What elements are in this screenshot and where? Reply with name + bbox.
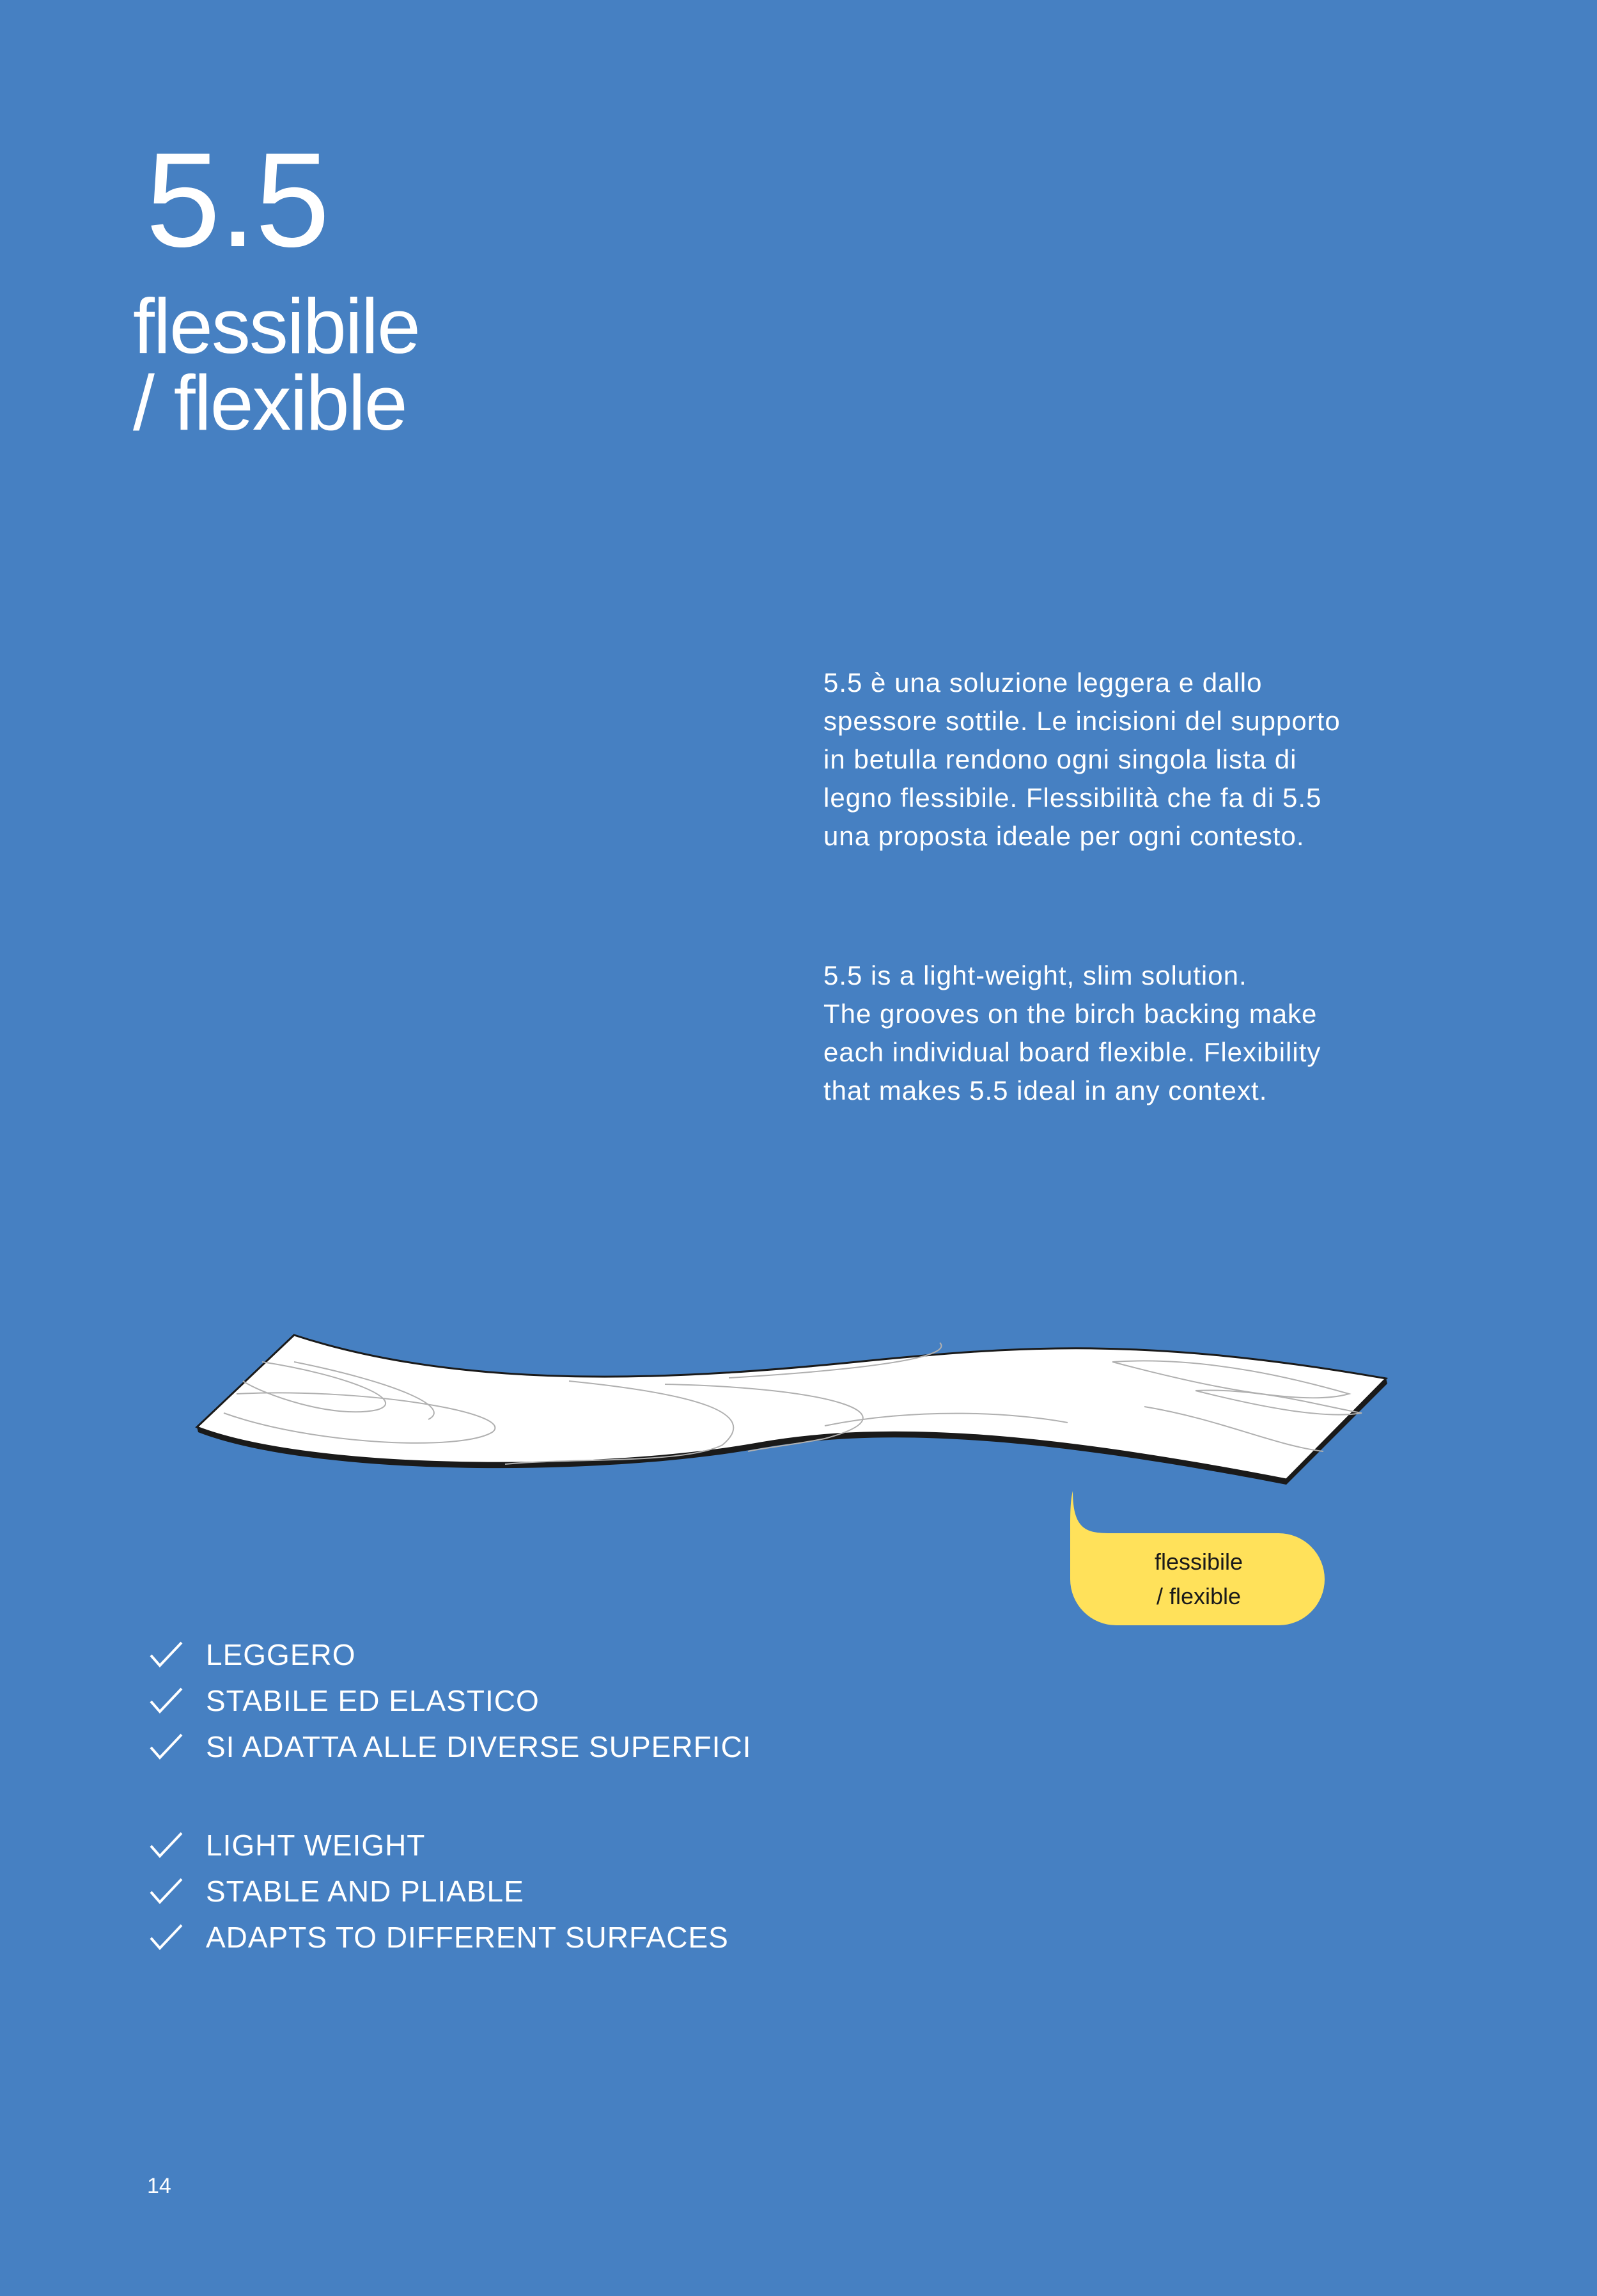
section-number: 5.5 [146, 125, 329, 275]
description-english [823, 957, 1463, 1110]
bubble-label [1074, 1545, 1323, 1614]
description-line: that makes 5.5 ideal in any context. [823, 1075, 1268, 1105]
feature-label: STABILE ED ELASTICO [206, 1684, 540, 1717]
checkmark-icon [148, 1923, 184, 1952]
feature-label: LEGGERO [206, 1638, 356, 1671]
description-line: 5.5 è una soluzione leggera e dallo [823, 668, 1263, 698]
feature-item [148, 1868, 915, 1914]
checkmark-icon [148, 1732, 184, 1761]
feature-item [148, 1724, 915, 1770]
feature-label: ADAPTS TO DIFFERENT SURFACES [206, 1921, 729, 1954]
description-italian [823, 664, 1463, 855]
feature-label: SI ADATTA ALLE DIVERSE SUPERFICI [206, 1730, 752, 1763]
feature-list-english [148, 1822, 915, 1960]
description-line: spessore sottile. Le incisioni del supporto [823, 706, 1341, 736]
description-line: una proposta ideale per ogni contesto. [823, 821, 1305, 851]
title-line-en: / flexible [133, 359, 407, 446]
page-number: 14 [147, 2174, 171, 2198]
feature-item [148, 1822, 915, 1868]
description-line: each individual board flexible. Flexibility [823, 1037, 1321, 1067]
description-line: The grooves on the birch backing make [823, 999, 1318, 1029]
checkmark-icon [148, 1640, 184, 1669]
description-line: 5.5 is a light-weight, slim solution. [823, 960, 1247, 990]
feature-label: STABLE AND PLIABLE [206, 1875, 524, 1908]
feature-label: LIGHT WEIGHT [206, 1829, 426, 1862]
bubble-line: flessibile [1154, 1549, 1243, 1575]
checkmark-icon [148, 1686, 184, 1715]
title-line-it: flessibile [133, 283, 419, 370]
checkmark-icon [148, 1877, 184, 1906]
feature-item [148, 1632, 915, 1678]
description-line: legno flessibile. Flessibilità che fa di 5.5 [823, 783, 1322, 813]
feature-item [148, 1678, 915, 1724]
flexible-wood-board-icon [185, 1317, 1400, 1496]
bubble-line: / flexible [1156, 1583, 1242, 1609]
description-line: in betulla rendono ogni singola lista di [823, 744, 1297, 774]
feature-list-italian [148, 1632, 915, 1770]
feature-item [148, 1914, 915, 1960]
section-title [133, 283, 419, 446]
checkmark-icon [148, 1831, 184, 1860]
